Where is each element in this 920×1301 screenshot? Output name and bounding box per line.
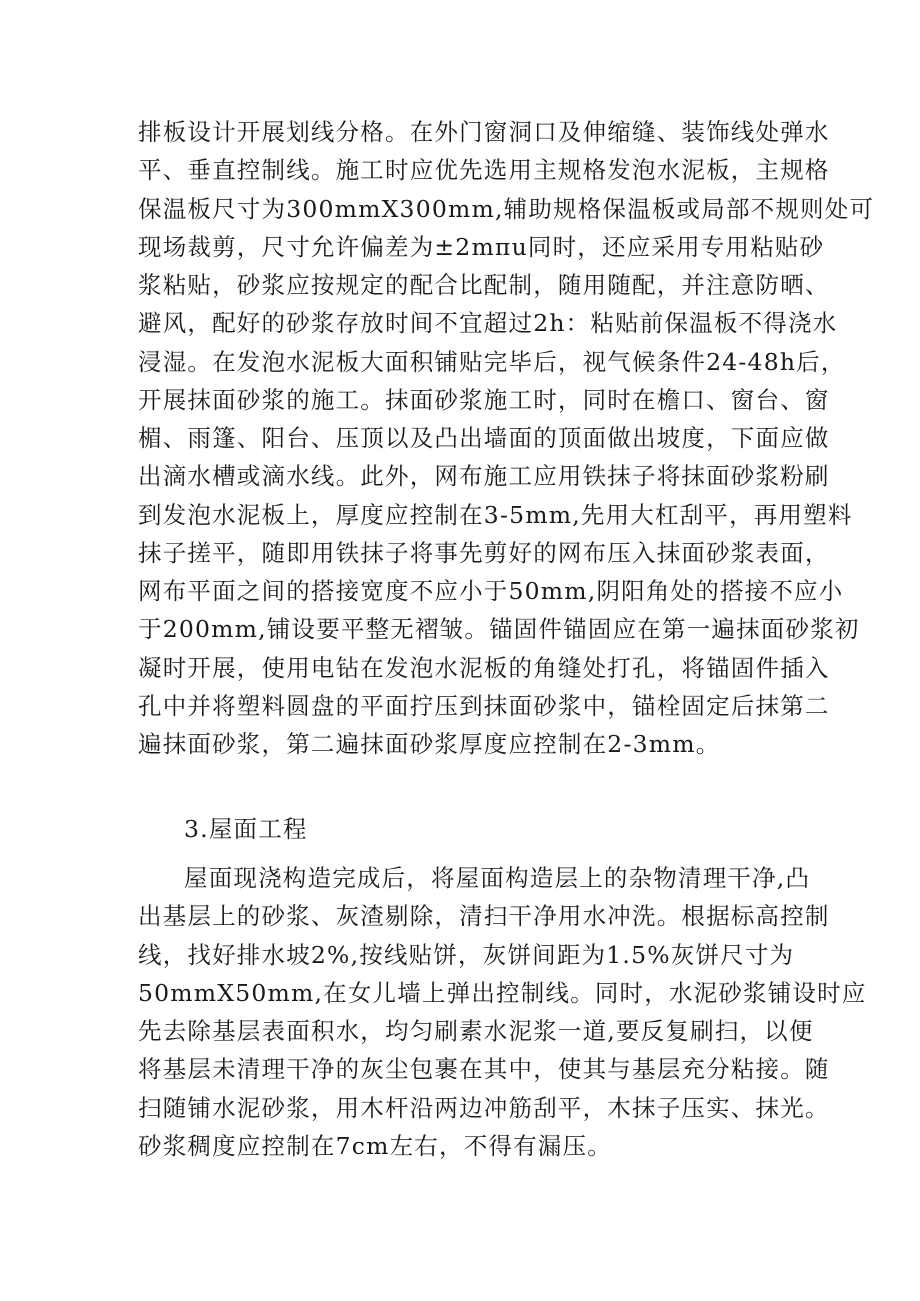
paragraph-2-line-2: 出基层上的砂浆、灰渣剔除，清扫干净用水冲洗。根据标高控制 [138,902,830,930]
paragraph-1-line-4: 现场裁剪，尺寸允许偏差为±2mπu同时，还应采用专用粘贴砂 [138,233,825,261]
paragraph-2-line-1: 屋面现浇构造完成后，将屋面构造层上的杂物清理干净,凸 [184,864,811,892]
paragraph-1-line-1: 排板设计开展划线分格。在外门窗洞口及伸缩缝、装饰线处弹水 [138,118,830,146]
section-heading: 3.屋面工程 [184,815,308,843]
paragraph-1-line-13: 网布平面之间的搭接宽度不应小于50mm,阴阳角处的搭接不应小 [138,577,844,605]
paragraph-1-line-16: 孔中并将塑料圆盘的平面拧压到抹面砂浆中，锚栓固定后抹第二 [138,692,830,720]
paragraph-1-line-12: 抹子搓平，随即用铁抹子将事先剪好的网布压入抹面砂浆表面， [138,539,830,567]
paragraph-1-line-3: 保温板尺寸为300mmX300mm,辅助规格保温板或局部不规则处可 [138,195,875,223]
paragraph-2-line-7: 扫随铺水泥砂浆，用木杆沿两边冲筋刮平，木抹子压实、抹光。 [138,1094,830,1122]
paragraph-1-line-6: 避风，配好的砂浆存放时间不宜超过2h：粘贴前保温板不得浇水 [138,309,838,337]
paragraph-1-line-2: 平、垂直控制线。施工时应优先选用主规格发泡水泥板，主规格 [138,156,830,184]
paragraph-2-line-3: 线，找好排水坡2%,按线贴饼，灰饼间距为1.5%灰饼尺寸为 [138,941,795,969]
paragraph-2-line-5: 先去除基层表面积水，均匀刷素水泥浆一道,要反复刷扫，以便 [138,1017,814,1045]
paragraph-1-line-15: 凝时开展，使用电钻在发泡水泥板的角缝处打孔，将锚固件插入 [138,654,830,682]
paragraph-2-line-8: 砂浆稠度应控制在7cm左右，不得有漏压。 [138,1132,612,1160]
paragraph-1-line-14: 于200mm,铺设要平整无褶皱。锚固件锚固应在第一遍抹面砂浆初 [138,615,860,643]
paragraph-2-line-6: 将基层未清理干净的灰尘包裹在其中，使其与基层充分粘接。随 [138,1055,830,1083]
paragraph-1-line-8: 开展抹面砂浆的施工。抹面砂浆施工时，同时在檐口、窗台、窗 [138,386,830,414]
paragraph-2-line-4: 50mmX50mm,在女儿墙上弹出控制线。同时，水泥砂浆铺设时应 [138,979,867,1007]
paragraph-1-line-10: 出滴水槽或滴水线。此外，网布施工应用铁抹子将抹面砂浆粉刷 [138,462,830,490]
paragraph-1-line-11: 到发泡水泥板上，厚度应控制在3-5mm,先用大杠刮平，再用塑料 [138,501,853,529]
paragraph-1-line-17: 遍抹面砂浆，第二遍抹面砂浆厚度应控制在2-3mm。 [138,730,721,758]
paragraph-1-line-5: 浆粘贴，砂浆应按规定的配合比配制，随用随配，并注意防晒、 [138,271,830,299]
paragraph-1-line-7: 浸湿。在发泡水泥板大面积铺贴完毕后，视气候条件24-48h后， [138,348,846,376]
paragraph-1-line-9: 楣、雨篷、阳台、压顶以及凸出墙面的顶面做出坡度，下面应做 [138,424,830,452]
